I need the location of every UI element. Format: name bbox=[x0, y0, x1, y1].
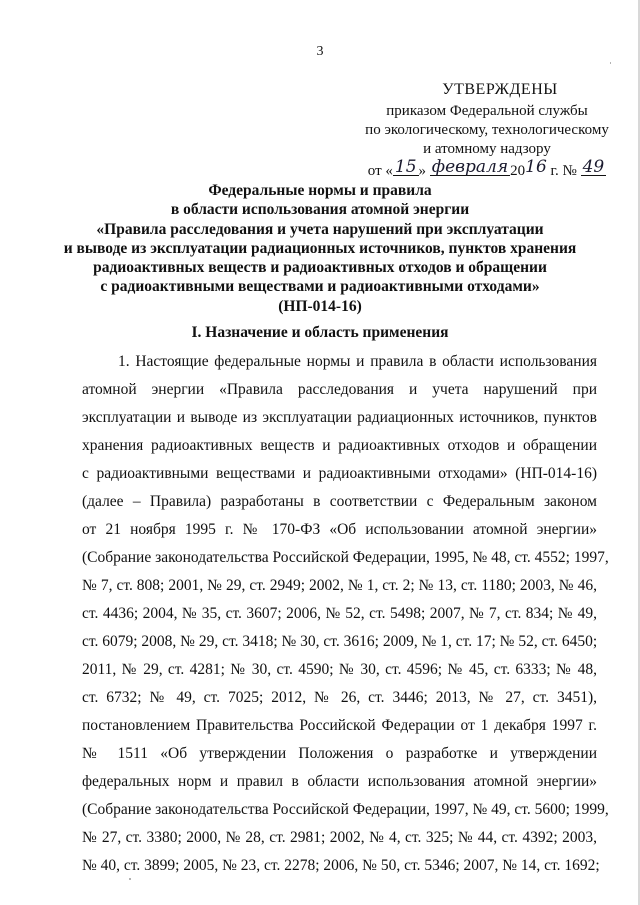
title-line: с радиоактивными веществами и радиоактивными отходами» bbox=[100, 278, 540, 296]
title-line: радиоактивных веществ и радиоактивных отходов и обращении bbox=[93, 259, 547, 277]
date-year: 16 bbox=[525, 157, 547, 177]
body-line: (Собрание законодательства Российской Федерации, 1997, № 49, ст. 5600; 1999, bbox=[82, 801, 609, 818]
title-line: и выводе из эксплуатации радиационных источников, пунктов хранения bbox=[63, 239, 577, 257]
body-line: № 1511 «Об утверждении Положения о разработке и утверждении bbox=[82, 745, 597, 762]
section-heading: I. Назначение и область применения bbox=[191, 324, 449, 341]
body-line: атомной энергии «Правила расследования и учета нарушений при bbox=[82, 381, 597, 398]
body-line: № 7, ст. 808; 2001, № 29, ст. 2949; 2002, № 1, ст. 2; № 13, ст. 1180; 2003, № 46, bbox=[82, 577, 597, 594]
document-title bbox=[60, 181, 580, 316]
body-line: № 40, ст. 3899; 2005, № 23, ст. 2278; 2006, № 50, ст. 5346; 2007, № 14, ст. 1692; bbox=[82, 857, 600, 874]
body-line: от 21 ноября 1995 г. № 170-ФЗ «Об использовании атомной энергии» bbox=[82, 521, 597, 538]
order-number: 49 bbox=[582, 157, 605, 177]
date-mid: » bbox=[418, 163, 427, 179]
title-line: в области использования атомной энергии bbox=[170, 201, 470, 219]
body-line: эксплуатации и выводе из эксплуатации радиационных источников, пунктов bbox=[82, 409, 597, 426]
page-number: 3 bbox=[316, 44, 324, 59]
body-line: ст. 6079; 2008, № 29, ст. 3418; № 30, ст. 3616; 2009, № 1, ст. 17; № 52, ст. 6450; bbox=[82, 633, 598, 650]
date-day: 15 bbox=[394, 157, 417, 177]
approval-line: по экологическому, технологическому bbox=[365, 122, 609, 138]
body-line: ст. 4436; 2004, № 35, ст. 3607; 2006, № 52, ст. 5498; 2007, № 7, ст. 834; № 49, bbox=[82, 605, 597, 622]
approval-line: и атомному надзору bbox=[423, 141, 551, 157]
body-paragraph bbox=[82, 348, 609, 880]
date-month: февраля bbox=[431, 157, 509, 177]
body-line: с радиоактивными веществами и радиоактивными отходами» (НП-014-16) bbox=[82, 465, 597, 482]
body-line: (Собрание законодательства Российской Федерации, 1995, № 48, ст. 4552; 1997, bbox=[82, 549, 609, 566]
body-line: ст. 6732; № 49, ст. 7025; 2012, № 26, ст. 3446; 2013, № 27, ст. 3451), bbox=[82, 689, 597, 706]
date-year-suffix: г. № bbox=[546, 163, 581, 179]
approval-line: приказом Федеральной службы bbox=[386, 103, 588, 119]
approval-date-line bbox=[352, 157, 622, 183]
body-line: 2011, № 29, ст. 4281; № 30, ст. 4590; № 30, ст. 4596; № 45, ст. 6333; № 48, bbox=[82, 661, 597, 678]
title-line: Федеральные нормы и правила bbox=[208, 182, 432, 199]
approval-heading: УТВЕРЖДЕНЫ bbox=[442, 81, 558, 98]
body-line: № 27, ст. 3380; 2000, № 28, ст. 2981; 2002, № 4, ст. 325; № 44, ст. 4392; 2003, bbox=[82, 829, 597, 846]
date-prefix: от « bbox=[367, 163, 393, 179]
body-line: федеральных норм и правил в области использования атомной энергии» bbox=[82, 773, 597, 790]
scan-speck bbox=[610, 62, 611, 64]
scan-speck bbox=[129, 878, 131, 880]
body-line: хранения радиоактивных веществ и радиоактивных отходов и обращении bbox=[82, 437, 597, 454]
body-line: постановлением Правительства Российской Федерации от 1 декабря 1997 г. bbox=[82, 717, 597, 734]
date-year-prefix: 20 bbox=[510, 163, 526, 179]
title-line: (НП-014-16) bbox=[278, 297, 362, 315]
body-line: (далее – Правила) разработаны в соответствии с Федеральным законом bbox=[82, 493, 597, 510]
approval-block bbox=[352, 80, 622, 183]
title-line: «Правила расследования и учета нарушений при эксплуатации bbox=[96, 220, 544, 238]
body-line: 1. Настоящие федеральные нормы и правила в области использования bbox=[118, 353, 597, 370]
